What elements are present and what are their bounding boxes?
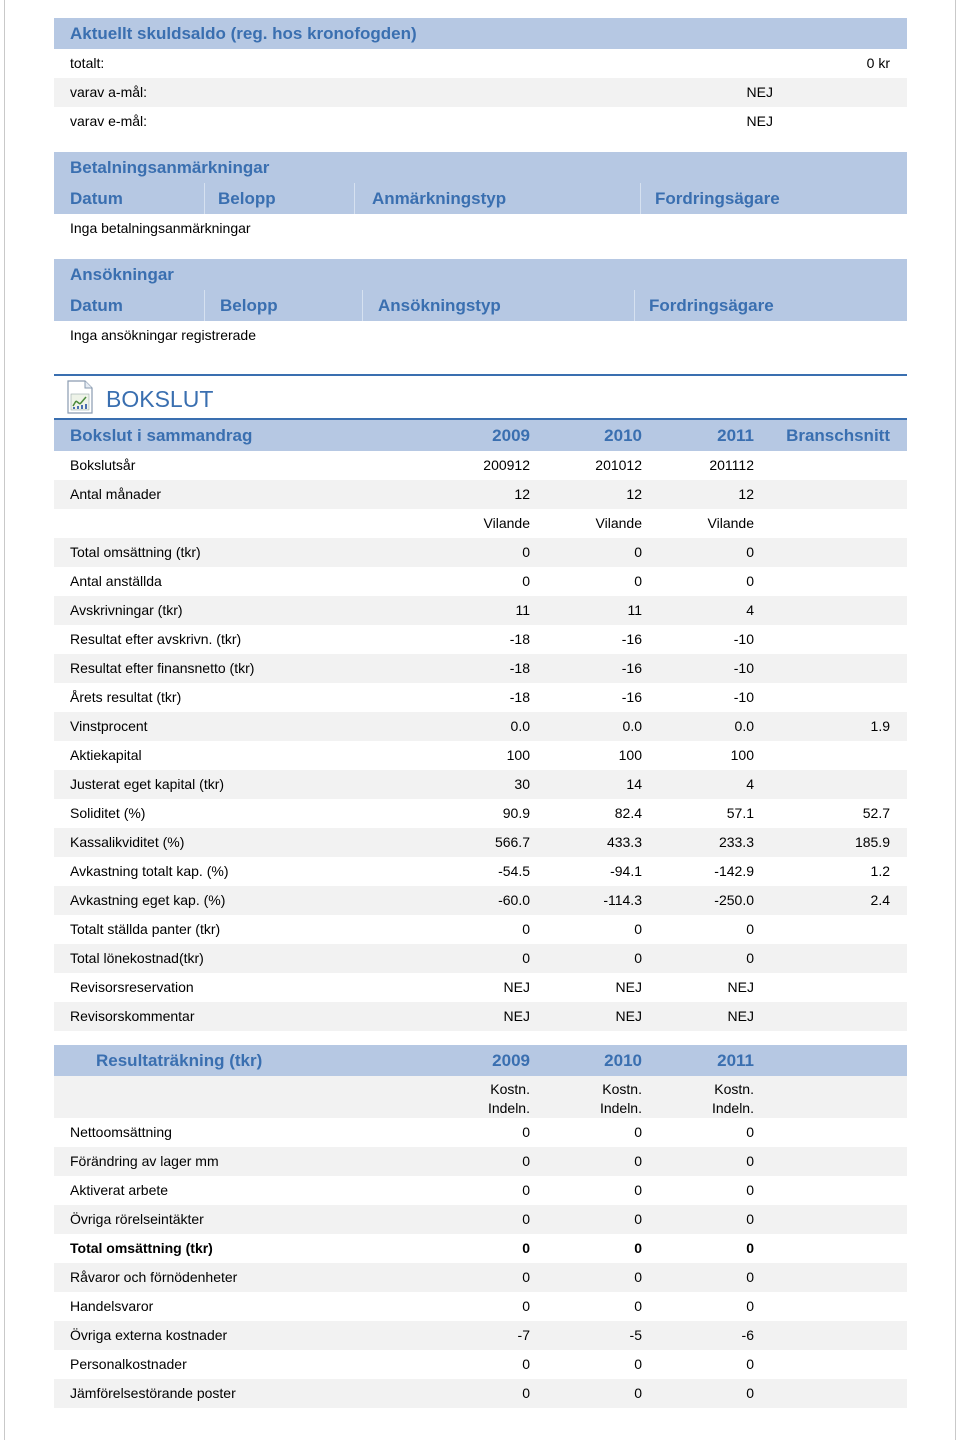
value-2010: Vilande: [595, 515, 642, 531]
table-row: [54, 509, 907, 538]
value-2009: -18: [509, 660, 530, 676]
row-label: Avkastning totalt kap. (%): [70, 863, 229, 879]
table-row: [54, 828, 907, 857]
value-2010: -16: [621, 631, 642, 647]
value-2011: -10: [733, 660, 754, 676]
page-border-left: [4, 0, 5, 1440]
format-2010: Kostn. Indeln.: [599, 1081, 642, 1116]
page-border-right: [955, 0, 956, 1440]
table-row: [54, 712, 907, 741]
value-branschsnitt: 52.7: [862, 805, 890, 821]
bokslut-section-title: [54, 374, 907, 420]
betal-columns: [54, 183, 907, 214]
chart-document-icon: [66, 380, 94, 414]
value-2010: 12: [626, 486, 642, 502]
value-2010: 0: [634, 1124, 642, 1140]
row-label: Revisorskommentar: [70, 1008, 195, 1024]
row-label: Resultat efter avskrivn. (tkr): [70, 631, 242, 647]
year-2009: 2009: [492, 1051, 530, 1070]
betal-empty-row: [54, 214, 907, 243]
value-2009: 0: [522, 1269, 530, 1285]
row-label: Råvaror och förnödenheter: [70, 1269, 238, 1285]
table-row: [54, 973, 907, 1002]
ansok-header: [54, 259, 907, 290]
value-2011: -10: [733, 631, 754, 647]
value-2009: 0: [522, 1385, 530, 1401]
row-label: Personalkostnader: [70, 1356, 187, 1372]
value-2010: 0.0: [622, 718, 642, 734]
skuld-row: [54, 49, 907, 78]
value-2009: -18: [509, 689, 530, 705]
table-row: [54, 596, 907, 625]
branschsnitt: Branschsnitt: [786, 426, 890, 445]
row-label: Handelsvaror: [70, 1298, 154, 1314]
value-2010: -5: [629, 1327, 642, 1343]
value-2010: 14: [626, 776, 642, 792]
table-row: [54, 1263, 907, 1292]
skuld-value: 0 kr: [866, 55, 890, 71]
table-row: [54, 1205, 907, 1234]
value-2011: 4: [746, 602, 754, 618]
col-datum: Datum: [70, 189, 123, 208]
value-branschsnitt: 1.2: [870, 863, 890, 879]
resultat-header-label: Resultaträkning (tkr): [96, 1051, 263, 1070]
table-row: [54, 1002, 907, 1031]
table-row: [54, 480, 907, 509]
value-2011: 0: [746, 544, 754, 560]
betal-empty: Inga betalningsanmärkningar: [70, 220, 251, 236]
betal-title: Betalningsanmärkningar: [70, 158, 270, 177]
skuld-label: varav a-mål:: [70, 84, 148, 100]
value-2011: -10: [733, 689, 754, 705]
value-2010: 0: [634, 1269, 642, 1285]
value-2009: 0: [522, 1240, 530, 1256]
row-label: Antal anställda: [70, 573, 162, 589]
value-branschsnitt: 185.9: [854, 834, 890, 850]
table-row: [54, 1176, 907, 1205]
row-label: Bokslutsår: [70, 457, 136, 473]
value-2010: NEJ: [615, 979, 642, 995]
row-label: Kassalikviditet (%): [70, 834, 185, 850]
table-row: [54, 1292, 907, 1321]
ansok-empty-row: [54, 321, 907, 350]
row-label: Justerat eget kapital (tkr): [70, 776, 225, 792]
table-row: [54, 799, 907, 828]
value-2011: 0: [746, 921, 754, 937]
row-label: Förändring av lager mm: [70, 1153, 219, 1169]
value-2009: -7: [517, 1327, 530, 1343]
value-2011: 233.3: [718, 834, 754, 850]
value-2009: 200912: [483, 457, 530, 473]
value-2010: -16: [621, 689, 642, 705]
value-2011: 100: [730, 747, 754, 763]
skuld-header: [54, 18, 907, 49]
row-label: Övriga rörelseintäkter: [70, 1211, 204, 1227]
table-row: [54, 915, 907, 944]
value-branschsnitt: 1.9: [870, 718, 890, 734]
row-label: Total omsättning (tkr): [70, 1240, 213, 1256]
value-2009: -54.5: [498, 863, 530, 879]
value-2011: 0: [746, 1240, 754, 1256]
value-2009: 0.0: [510, 718, 530, 734]
table-row: [54, 741, 907, 770]
col-ansokningstyp: Ansökningstyp: [378, 296, 501, 315]
value-2011: 4: [746, 776, 754, 792]
value-2010: 100: [618, 747, 642, 763]
ansok-columns: [54, 290, 907, 321]
table-row: [54, 1118, 907, 1147]
year-2011: 2011: [717, 426, 754, 445]
value-2009: 11: [515, 602, 530, 618]
table-row: [54, 944, 907, 973]
ansok-empty: Inga ansökningar registrerade: [70, 327, 257, 343]
value-2011: 0: [746, 573, 754, 589]
value-2011: NEJ: [727, 979, 754, 995]
skuld-label: totalt:: [70, 55, 105, 71]
value-2010: 0: [634, 1211, 642, 1227]
year-2011: 2011: [717, 1051, 754, 1070]
row-label: Övriga externa kostnader: [70, 1327, 228, 1343]
skuld-label: varav e-mål:: [70, 113, 148, 129]
bokslut-header-label: Bokslut i sammandrag: [70, 426, 253, 445]
row-label: Total omsättning (tkr): [70, 544, 201, 560]
value-2009: 0: [522, 950, 530, 966]
format-2011: Kostn. Indeln.: [711, 1081, 754, 1116]
value-2009: 0: [522, 1124, 530, 1140]
row-label: Vinstprocent: [70, 718, 148, 734]
value-2009: -60.0: [498, 892, 530, 908]
bokslut-table: [54, 451, 907, 1031]
skuld-title: Aktuellt skuldsaldo (reg. hos kronofogden): [70, 24, 417, 43]
col-fordringsagare: Fordringsägare: [655, 189, 780, 208]
bokslut-title: BOKSLUT: [106, 386, 214, 412]
value-2010: 433.3: [606, 834, 642, 850]
value-2010: 0: [634, 544, 642, 560]
value-2009: NEJ: [503, 1008, 530, 1024]
value-2009: 0: [522, 1356, 530, 1372]
resultat-subheader: [54, 1076, 907, 1118]
value-2010: 0: [634, 1153, 642, 1169]
value-2011: -6: [741, 1327, 754, 1343]
value-2010: NEJ: [615, 1008, 642, 1024]
value-2009: -18: [509, 631, 530, 647]
row-label: Revisorsreservation: [70, 979, 194, 995]
value-2010: 0: [634, 1182, 642, 1198]
value-2011: -142.9: [714, 863, 754, 879]
table-row: [54, 683, 907, 712]
value-branschsnitt: 2.4: [870, 892, 890, 908]
table-row: [54, 1321, 907, 1350]
value-2010: 0: [634, 1385, 642, 1401]
col-anmarkningstyp: Anmärkningstyp: [372, 189, 507, 208]
skuld-row: [54, 78, 907, 107]
value-2011: 201112: [709, 457, 754, 473]
value-2011: 12: [738, 486, 754, 502]
value-2011: 0: [746, 1356, 754, 1372]
resultat-header: [54, 1045, 907, 1076]
value-2011: NEJ: [727, 1008, 754, 1024]
table-row: [54, 770, 907, 799]
skuld-row: [54, 107, 907, 136]
value-2009: 100: [506, 747, 530, 763]
value-2009: 0: [522, 544, 530, 560]
value-2010: -114.3: [603, 892, 642, 908]
value-2011: -250.0: [714, 892, 754, 908]
value-2011: 0.0: [734, 718, 754, 734]
betal-header: [54, 152, 907, 183]
value-2010: -16: [621, 660, 642, 676]
value-2010: 11: [627, 602, 642, 618]
table-row: [54, 538, 907, 567]
format-2009: Kostn. Indeln.: [487, 1081, 530, 1116]
value-2009: 0: [522, 921, 530, 937]
row-label: Total lönekostnad(tkr): [70, 950, 204, 966]
value-2011: 0: [746, 1269, 754, 1285]
value-2009: 0: [522, 1211, 530, 1227]
row-label: Soliditet (%): [70, 805, 146, 821]
value-2009: 90.9: [502, 805, 530, 821]
row-label: Nettoomsättning: [70, 1124, 172, 1140]
value-2010: 0: [634, 921, 642, 937]
table-row: [54, 451, 907, 480]
value-2010: 0: [634, 950, 642, 966]
value-2010: 82.4: [614, 805, 642, 821]
year-2010: 2010: [604, 1051, 642, 1070]
value-2010: 0: [634, 1356, 642, 1372]
col-fordringsagare: Fordringsägare: [649, 296, 774, 315]
table-row: [54, 1147, 907, 1176]
table-row: [54, 625, 907, 654]
value-2010: 0: [634, 1298, 642, 1314]
value-2011: 57.1: [726, 805, 754, 821]
table-row: [54, 886, 907, 915]
table-row: [54, 1234, 907, 1263]
value-2011: Vilande: [707, 515, 754, 531]
value-2011: 0: [746, 1124, 754, 1140]
year-2009: 2009: [492, 426, 530, 445]
col-belopp: Belopp: [218, 189, 276, 208]
value-2011: 0: [746, 1153, 754, 1169]
value-2009: NEJ: [503, 979, 530, 995]
value-2011: 0: [746, 1298, 754, 1314]
table-row: [54, 857, 907, 886]
value-2011: 0: [746, 1182, 754, 1198]
value-2009: 566.7: [494, 834, 530, 850]
row-label: Aktiverat arbete: [70, 1182, 169, 1198]
value-2009: 0: [522, 573, 530, 589]
skuld-value: NEJ: [746, 84, 773, 100]
value-2009: 12: [514, 486, 530, 502]
table-row: [54, 1350, 907, 1379]
year-2010: 2010: [604, 426, 642, 445]
row-label: Antal månader: [70, 486, 162, 502]
value-2011: 0: [746, 950, 754, 966]
row-label: Jämförelsestörande poster: [70, 1385, 236, 1401]
report-content: [54, 18, 907, 1408]
value-2009: 30: [514, 776, 530, 792]
table-row: [54, 567, 907, 596]
row-label: Årets resultat (tkr): [70, 689, 182, 705]
col-belopp: Belopp: [220, 296, 278, 315]
value-2011: 0: [746, 1211, 754, 1227]
value-2009: 0: [522, 1298, 530, 1314]
ansok-title: Ansökningar: [70, 265, 174, 284]
value-2011: 0: [746, 1385, 754, 1401]
value-2009: 0: [522, 1153, 530, 1169]
row-label: Resultat efter finansnetto (tkr): [70, 660, 255, 676]
value-2009: Vilande: [483, 515, 530, 531]
table-row: [54, 1379, 907, 1408]
col-datum: Datum: [70, 296, 123, 315]
value-2010: 0: [634, 1240, 642, 1256]
value-2010: 201012: [595, 457, 642, 473]
row-label: Avkastning eget kap. (%): [70, 892, 226, 908]
row-label: Aktiekapital: [70, 747, 142, 763]
value-2010: 0: [634, 573, 642, 589]
row-label: Avskrivningar (tkr): [70, 602, 183, 618]
value-2009: 0: [522, 1182, 530, 1198]
skuld-value: NEJ: [746, 113, 773, 129]
row-label: Totalt ställda panter (tkr): [70, 921, 221, 937]
table-row: [54, 654, 907, 683]
resultat-table: [54, 1118, 907, 1408]
bokslut-header: [54, 420, 907, 451]
value-2010: -94.1: [610, 863, 642, 879]
